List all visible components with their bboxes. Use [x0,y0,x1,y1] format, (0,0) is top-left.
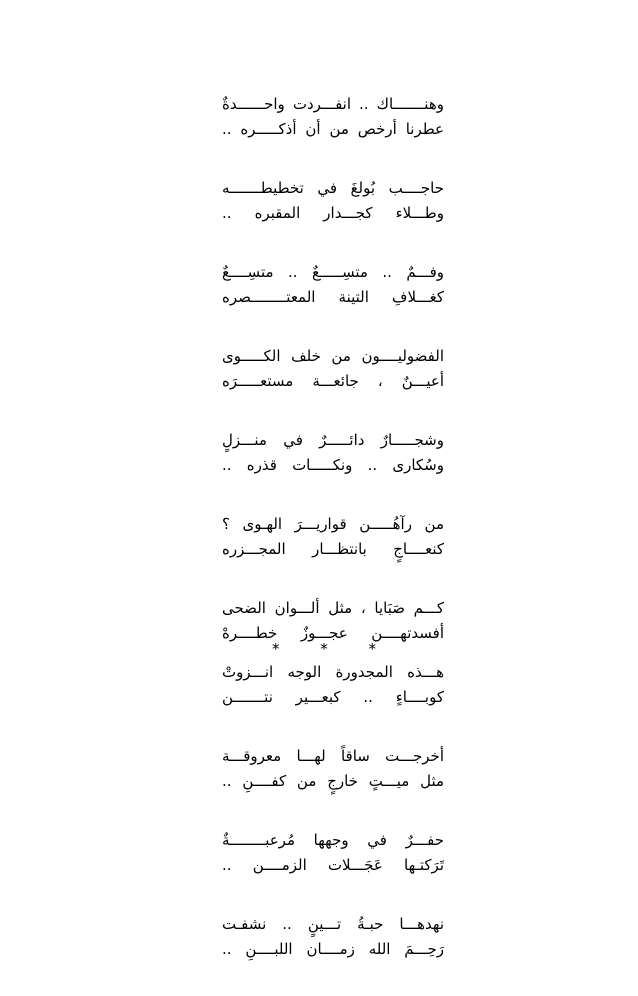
poem-line: أفسدتهــــن عجـــوزٌ خطــــرهْ [222,624,444,642]
poem-line: وطـــلاء كجـــدار المقبره .. [222,204,444,222]
poem-line: مثل ميـــتٍ خارجٍ من كفــــنِ .. [222,772,444,790]
poem-line: كغـــلافِ التينة المعتــــــــصره [222,288,444,306]
poem-line: حاجــــب بُولغَ في تخطيطـــــــه [222,179,444,197]
stanza-5 [222,428,444,512]
stanza-10 [222,828,444,912]
stanza-3 [222,260,444,344]
poem-line: حفـــرٌ في وجهها مُرعبــــــــةٌ [222,831,444,849]
poem-line: وفـــمٌ .. متسِـــــعٌ .. متسِــــعٌ [222,263,444,281]
poem-line: وهنـــــــاك .. انفـــردت واحــــــدةٌ [222,95,444,113]
stanza-11 [222,912,444,996]
poem-line: هـــذه المجدورة الوجه انـــزوتْ [222,663,444,681]
poem-line: أعيـــنٌ ، جائعـــة مستعـــــرَه [222,372,444,390]
poem-line: كنعــــاجٍ بانتظـــار المجـــزره [222,540,444,558]
poem-line: أخرجـــت ساقاً لهـــا معروقـــة [222,747,444,765]
stanza-8 [222,660,444,744]
poem-line: كوبــــاءٍ .. كبعـــير نتـــــــن [222,688,444,706]
poem-line: رَحِـــمَ الله زمــــان اللبــــنِ .. [222,940,444,958]
poem-line: نهدهـــا حبـةُ تـــينٍ .. نشفـت [222,915,444,933]
section-separator: * * * [271,640,395,658]
stanza-7 [222,596,444,642]
poem-line: وشجـــــارٌ دائـــــرٌ في منـــزلٍ [222,431,444,449]
stanza-2 [222,176,444,260]
poem-line: وسُكارى .. ونكـــــات قذره .. [222,456,444,474]
poem-line: تَرَكتـها عَجَـــلات الزمــــن .. [222,856,444,874]
poem-line: من رآهُـــــن قواريـــرَ الهـوى ؟ [222,515,444,533]
stanza-1 [222,92,444,176]
poem-line: عطرنا أرخص من أن أذكـــــره .. [222,120,444,138]
poem-line: الفضوليــــون من خلف الكـــــوى [222,347,444,365]
stanza-6 [222,512,444,596]
stanza-9 [222,744,444,828]
poem-body [222,92,444,996]
poem-line: كـــم صَبَايا ، مثل ألـــوان الضحى [222,599,444,617]
stanza-4 [222,344,444,428]
